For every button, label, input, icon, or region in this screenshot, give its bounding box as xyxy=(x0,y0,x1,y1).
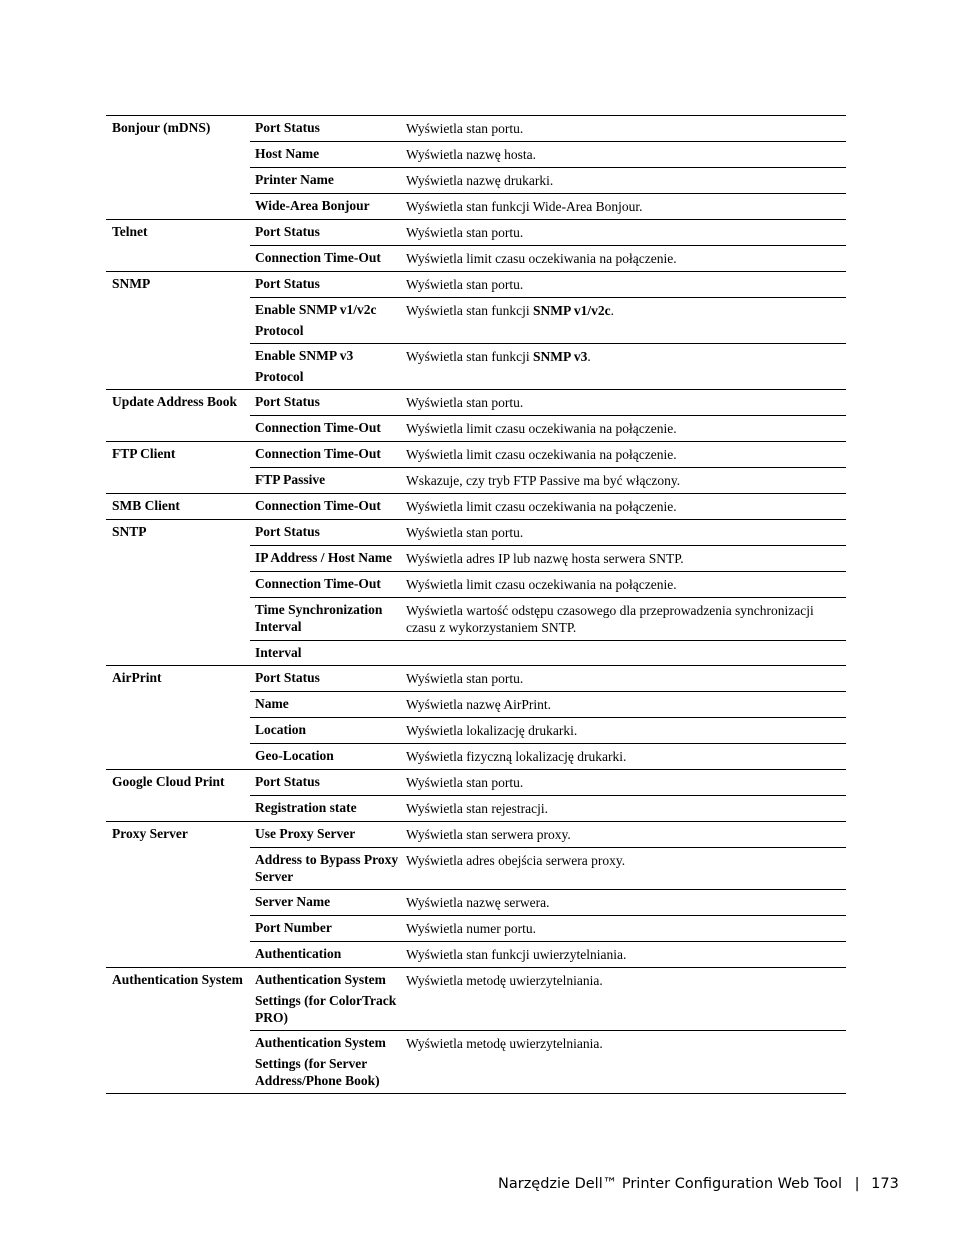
setting-name-line: Address to Bypass Proxy Server xyxy=(255,852,399,884)
description-text: Wyświetla limit czasu oczekiwania na połączenie. xyxy=(406,447,677,462)
setting-name-line: Port Status xyxy=(255,394,320,409)
group-name: Authentication System xyxy=(112,972,243,987)
setting-name-line: Port Status xyxy=(255,670,320,685)
group-rows xyxy=(249,442,846,493)
setting-description xyxy=(404,520,846,545)
setting-name xyxy=(250,1031,404,1093)
setting-description xyxy=(404,344,846,389)
setting-name-line: Settings (for ColorTrack PRO) xyxy=(255,993,397,1025)
setting-description xyxy=(404,968,846,1030)
setting-name-line: Authentication System xyxy=(255,1035,386,1050)
setting-name-line: Port Status xyxy=(255,774,320,789)
table-row xyxy=(250,666,846,691)
table-row xyxy=(250,847,846,889)
table-row xyxy=(250,1030,846,1093)
footer-title: Narzędzie Dell™ Printer Configuration Web Tool xyxy=(498,1176,843,1192)
setting-name-line: Printer Name xyxy=(255,172,334,187)
setting-name xyxy=(250,168,404,193)
setting-name xyxy=(250,142,404,167)
group-name: SNTP xyxy=(112,524,147,539)
group-rows xyxy=(249,520,846,665)
description-text: Wyświetla lokalizację drukarki. xyxy=(406,723,578,738)
setting-description xyxy=(404,598,846,640)
table-row xyxy=(250,795,846,821)
table-group xyxy=(106,666,846,770)
setting-description xyxy=(404,168,846,193)
setting-name-line: Authentication System xyxy=(255,972,386,987)
group-rows xyxy=(249,272,846,389)
table-row xyxy=(250,193,846,219)
setting-name xyxy=(250,666,404,691)
setting-name xyxy=(250,968,404,1030)
group-name: Bonjour (mDNS) xyxy=(112,120,211,135)
table-row xyxy=(250,390,846,415)
table-row xyxy=(250,822,846,847)
setting-description xyxy=(404,142,846,167)
setting-name xyxy=(250,194,404,219)
setting-name-line: Enable SNMP v1/v2c xyxy=(255,302,377,317)
setting-name xyxy=(250,116,404,141)
table-row xyxy=(250,770,846,795)
table-row xyxy=(250,717,846,743)
setting-description xyxy=(404,572,846,597)
table-row xyxy=(250,442,846,467)
setting-name xyxy=(250,546,404,571)
setting-description xyxy=(404,246,846,271)
setting-name xyxy=(250,494,404,519)
table-row xyxy=(250,494,846,519)
setting-name-line: IP Address / Host Name xyxy=(255,550,393,565)
description-text: Wyświetla limit czasu oczekiwania na połączenie. xyxy=(406,577,677,592)
group-rows xyxy=(249,116,846,219)
setting-name xyxy=(250,641,404,665)
group-name: Proxy Server xyxy=(112,826,188,841)
page-number: 173 xyxy=(871,1176,899,1192)
description-text: Wyświetla fizyczną lokalizację drukarki. xyxy=(406,749,627,764)
table-row xyxy=(250,272,846,297)
setting-name xyxy=(250,416,404,441)
setting-name xyxy=(250,572,404,597)
setting-description xyxy=(404,1031,846,1093)
description-text: Wyświetla adres obejścia serwera proxy. xyxy=(406,853,626,868)
table-group xyxy=(106,520,846,666)
setting-name xyxy=(250,520,404,545)
description-text: Wyświetla stan funkcji uwierzytelniania. xyxy=(406,947,627,962)
setting-name xyxy=(250,246,404,271)
setting-name-line: Location xyxy=(255,722,307,737)
table-group xyxy=(106,770,846,822)
description-text: Wyświetla stan portu. xyxy=(406,525,524,540)
table-row xyxy=(250,597,846,640)
table-group xyxy=(106,390,846,442)
setting-description xyxy=(404,641,846,665)
table-row xyxy=(250,941,846,967)
setting-name xyxy=(250,718,404,743)
setting-name xyxy=(250,744,404,769)
table-row xyxy=(250,415,846,441)
setting-name-line: Connection Time-Out xyxy=(255,576,381,591)
group-name: SNMP xyxy=(112,276,151,291)
footer-separator: | xyxy=(854,1176,860,1192)
setting-name xyxy=(250,390,404,415)
table-row xyxy=(250,116,846,141)
table-group xyxy=(106,822,846,968)
table-group xyxy=(106,220,846,272)
group-rows xyxy=(249,968,846,1093)
description-text: Wyświetla stan portu. xyxy=(406,395,524,410)
table-row xyxy=(250,343,846,389)
setting-description xyxy=(404,692,846,717)
description-text: Wyświetla metodę uwierzytelniania. xyxy=(406,973,603,988)
description-text: Wyświetla nazwę AirPrint. xyxy=(406,697,552,712)
setting-name-line: Name xyxy=(255,696,289,711)
setting-name-line: Time Synchronization Interval xyxy=(255,602,383,634)
setting-name-line: Server Name xyxy=(255,894,331,909)
setting-description xyxy=(404,770,846,795)
setting-description xyxy=(404,494,846,519)
description-bold-text: SNMP v3 xyxy=(533,349,588,364)
page-footer xyxy=(498,1176,899,1192)
table-group xyxy=(106,968,846,1094)
setting-description xyxy=(404,942,846,967)
setting-name xyxy=(250,272,404,297)
group-rows xyxy=(249,822,846,967)
table-group xyxy=(106,442,846,494)
setting-name-line: Wide-Area Bonjour xyxy=(255,198,370,213)
setting-description xyxy=(404,442,846,467)
description-text: Wyświetla limit czasu oczekiwania na połączenie. xyxy=(406,251,677,266)
description-trailing-text: . xyxy=(610,303,615,318)
settings-table xyxy=(106,115,846,1094)
setting-description xyxy=(404,666,846,691)
table-row xyxy=(250,889,846,915)
description-text: Wyświetla stan portu. xyxy=(406,775,524,790)
setting-description xyxy=(404,416,846,441)
description-text: Wyświetla stan portu. xyxy=(406,121,524,136)
setting-name-line: FTP Passive xyxy=(255,472,326,487)
table-row xyxy=(250,167,846,193)
group-rows xyxy=(249,390,846,441)
setting-description xyxy=(404,848,846,889)
setting-name xyxy=(250,822,404,847)
setting-description xyxy=(404,116,846,141)
description-text: Wyświetla limit czasu oczekiwania na połączenie. xyxy=(406,421,677,436)
setting-name-line: Host Name xyxy=(255,146,320,161)
setting-name xyxy=(250,598,404,640)
group-rows xyxy=(249,494,846,519)
setting-name-line: Port Status xyxy=(255,120,320,135)
table-row xyxy=(250,245,846,271)
group-name: SMB Client xyxy=(112,498,180,513)
description-text: Wyświetla nazwę serwera. xyxy=(406,895,550,910)
setting-name-line: Connection Time-Out xyxy=(255,446,381,461)
description-text: Wyświetla stan rejestracji. xyxy=(406,801,549,816)
table-row xyxy=(250,141,846,167)
description-text: Wyświetla stan funkcji xyxy=(406,303,534,318)
setting-name-line: Connection Time-Out xyxy=(255,420,381,435)
setting-name xyxy=(250,890,404,915)
setting-description xyxy=(404,390,846,415)
group-name: Update Address Book xyxy=(112,394,238,409)
setting-name xyxy=(250,468,404,493)
table-row xyxy=(250,571,846,597)
setting-name-line: Authentication xyxy=(255,946,342,961)
setting-description xyxy=(404,744,846,769)
setting-name-line: Connection Time-Out xyxy=(255,250,381,265)
group-name: FTP Client xyxy=(112,446,176,461)
table-row xyxy=(250,968,846,1030)
group-rows xyxy=(249,770,846,821)
table-row xyxy=(250,545,846,571)
setting-name xyxy=(250,848,404,889)
description-text: Wyświetla stan funkcji xyxy=(406,349,534,364)
group-rows xyxy=(249,666,846,769)
setting-name-line: Use Proxy Server xyxy=(255,826,356,841)
setting-name xyxy=(250,692,404,717)
description-text: Wyświetla stan funkcji Wide-Area Bonjour. xyxy=(406,199,643,214)
table-row xyxy=(250,691,846,717)
setting-name-line: Port Number xyxy=(255,920,332,935)
setting-description xyxy=(404,220,846,245)
setting-name xyxy=(250,770,404,795)
setting-name xyxy=(250,916,404,941)
table-group xyxy=(106,116,846,220)
description-trailing-text: . xyxy=(587,349,591,364)
setting-name xyxy=(250,298,404,343)
setting-name-line: Protocol xyxy=(255,323,304,338)
group-name: Telnet xyxy=(112,224,148,239)
setting-name-line: Connection Time-Out xyxy=(255,498,381,513)
setting-name-line: Port Status xyxy=(255,224,320,239)
description-text: Wyświetla nazwę hosta. xyxy=(406,147,537,162)
description-text: Wyświetla adres IP lub nazwę hosta serwera SNTP. xyxy=(406,551,684,566)
setting-name xyxy=(250,220,404,245)
description-text: Wyświetla nazwę drukarki. xyxy=(406,173,554,188)
setting-description xyxy=(404,718,846,743)
description-text: Wyświetla stan portu. xyxy=(406,225,524,240)
description-text: Wyświetla stan serwera proxy. xyxy=(406,827,571,842)
table-group xyxy=(106,272,846,390)
description-text: Wyświetla limit czasu oczekiwania na połączenie. xyxy=(406,499,677,514)
description-text: Wyświetla wartość odstępu czasowego dla przeprowadzenia synchronizacji czasu z wykorzystaniem SNTP. xyxy=(406,603,814,635)
setting-description xyxy=(404,822,846,847)
description-bold-text: SNMP v1/v2c xyxy=(533,303,611,318)
setting-name-line: Registration state xyxy=(255,800,357,815)
setting-name xyxy=(250,796,404,821)
setting-name xyxy=(250,442,404,467)
setting-name-line: Settings (for Server Address/Phone Book) xyxy=(255,1056,380,1088)
description-text: Wskazuje, czy tryb FTP Passive ma być włączony. xyxy=(406,473,681,488)
setting-name-line: Interval xyxy=(255,645,302,660)
setting-name xyxy=(250,344,404,389)
group-name: Google Cloud Print xyxy=(112,774,225,789)
setting-name xyxy=(250,942,404,967)
description-text: Wyświetla stan portu. xyxy=(406,277,524,292)
setting-name-line: Geo-Location xyxy=(255,748,334,763)
setting-description xyxy=(404,468,846,493)
setting-description xyxy=(404,194,846,219)
setting-name-line: Enable SNMP v3 xyxy=(255,348,354,363)
setting-name-line: Port Status xyxy=(255,524,320,539)
table-row xyxy=(250,915,846,941)
table-row xyxy=(250,743,846,769)
setting-description xyxy=(404,796,846,821)
description-text: Wyświetla metodę uwierzytelniania. xyxy=(406,1036,603,1051)
setting-description xyxy=(404,298,846,343)
table-row xyxy=(250,297,846,343)
table-row xyxy=(250,520,846,545)
description-text: Wyświetla numer portu. xyxy=(406,921,537,936)
setting-description xyxy=(404,890,846,915)
group-rows xyxy=(249,220,846,271)
table-row xyxy=(250,640,846,665)
table-row xyxy=(250,220,846,245)
table-row xyxy=(250,467,846,493)
setting-description xyxy=(404,916,846,941)
description-text: Wyświetla stan portu. xyxy=(406,671,524,686)
setting-name-line: Protocol xyxy=(255,369,304,384)
setting-name-line: Port Status xyxy=(255,276,320,291)
setting-description xyxy=(404,272,846,297)
setting-description xyxy=(404,546,846,571)
table-group xyxy=(106,494,846,520)
group-name: AirPrint xyxy=(112,670,162,685)
